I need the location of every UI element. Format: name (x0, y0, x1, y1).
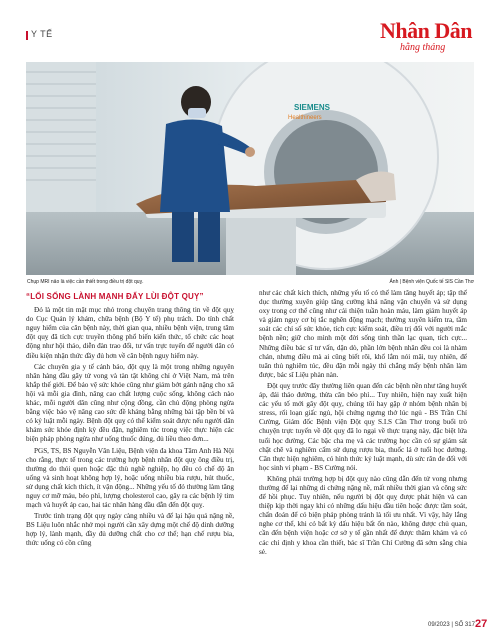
paragraph: Không phải trường hợp bị đột quỵ nào cũng dẫn đến tử vong nhưng thường để lại những di chứng nặng nề, mất nhiều thời gian và công sức để hồi phục. Tuy nhiên, nếu người bị đột quỵ được phát hiện và can thiệp kịp thời ngay khi có những dấu hiệu đầu tiên hoặc được tầm soát, chẩn đoán để có biện pháp phòng tránh là tối ưu nhất. Vì vậy, hãy lắng nghe cơ thể, khi có bất kỳ dấu hiệu bất ổn nào, không được chủ quan, cần đến bệnh viện hoặc cơ sở y tế gần nhất để được thăm khám và có các chỉ định y khoa cần thiết, bác sĩ Trần Chí Cường đã sớm sẵng chia sẻ. (259, 474, 467, 556)
paragraph: Đột quỵ trước đây thường liên quan đến các bệnh nền như tăng huyết áp, đái tháo đường, thừa cân béo phì... Tuy nhiên, hiện nay xuất hiện các yếu tố mới gây đột quỵ, chúng tôi hay gặp ở nhóm bệnh nhân bị stress, rối loạn giấc ngủ, hội chứng ngưng thở lúc ngủ - BS Trần Chí Cường, Giám đốc Bệnh viện Đột quỵ S.I.S Cần Thơ trong buổi trò chuyện trực tuyến về đột quỵ đã lo ngại về thực trạng này, đặc biệt lứa tuổi học đường. Các bậc cha mẹ và các trường học cần có sự giám sát chặt chẽ và nghiêm cấm sử dụng rượu bia, thuốc lá ở tuổi học đường. Căn thực hiện nghiêm, có hình thức kỷ luật mạnh, dù sức răn đe đối với học sinh vi phạm - BS Cường nói. (259, 381, 467, 472)
article-column-left (26, 289, 234, 551)
machine-brand-text: SIEMENS (294, 103, 331, 112)
article-subhead: “LỐI SỐNG LÀNH MẠNH ĐẨY LÙI ĐỘT QUỴ” (26, 292, 204, 301)
section-marker (26, 31, 28, 40)
article-column-right (259, 289, 467, 559)
photo-caption: Chụp MRI nảo là việc cần thiết trong điều trị đột quỵ. (27, 279, 144, 285)
page-header (0, 0, 500, 60)
paragraph: Đó là một tin mật mục nhỏ trong chuyên trang thông tin về đột quỵ do Cục Quản lý khám, chữa bệnh (Bộ Y tế) phụ trách. Do tính chất nguy hiểm của căn bệnh này, thời gian qua, nhiều bệnh viện, trung tâm đột quỵ đã tích cực truyền thông phổ biến kiến thức, tổ chức các hoạt động như hội thảo, diễn đàn trao đổi, tư vấn trực tuyến để người dân có điều kiện nhận thức đầy đủ hơn về căn bệnh nguy hiểm này. (26, 306, 234, 360)
paragraph: PGS, TS, BS Nguyễn Văn Liệu, Bệnh viện đa khoa Tâm Anh Hà Nội cho rằng, thực tế trong các trường hợp bệnh nhân đột quỵ ông điều trị, thường do thói quen hoặc đặc thù nghề nghiệp, họ đều có chế độ ăn uống và sinh hoạt không hợp lý, hoặc uống nhiều bia rượu, hút thuốc, sử dụng chất kích thích, ít vận động... Những yếu tố đó thường làm tăng nguy cơ mỡ máu, béo phì, lượng cholesterol cao, gây ra các bệnh lý tim mạch và huyết áp cao, hai tác nhân hàng đầu dẫn đến đột quỵ. (26, 446, 234, 510)
section-label: Y TẾ (31, 29, 53, 39)
paragraph: Các chuyên gia y tế cảnh báo, đột quỵ là một trong những nguyên nhân hàng đầu gây tử vong và tàn tật không chỉ ở Việt Nam, mà trên khắp thế giới. Để bảo vệ sức khỏe cũng như giảm bớt gánh nặng cho xã hội và mỗi gia đình, nâng cao chất lượng cuộc sống, không cách nào khác, mỗi người dân cũng như cộng đồng, cần chủ động phòng ngừa bằng việc bảo vệ nâng cao sức đề kháng bằng những bài tập bền bỉ và có kỷ luật mỗi ngày. Bệnh đột quỵ có thể kiểm soát được nếu người dân khám sức khỏe định kỳ đều đặn, nghiêm túc trong việc thực hiện các biện pháp phòng ngừa như uống thuốc đúng, đủ liều theo đơn... (26, 362, 234, 444)
machine-sub-text: Healthineers (288, 115, 322, 121)
photo-credit: Ảnh | Bệnh viện Quốc tế SIS Cần Thơ (389, 279, 474, 285)
paragraph: như các chất kích thích, những yếu tố có thể làm tăng huyết áp; tập thể dục thường xuyên giúp tăng cường khả năng vận chuyển và sử dụng oxy trong cơ thể cũng như cải thiện tuần hoàn máu, làm giảm huyết áp và giảm nguy cơ bị tắc nghẽn động mạch; thường xuyên kiểm tra, tầm soát các chỉ số sức khỏe, tích cực kiểm soát, điều trị đối với người mắc bệnh nền; giữ cho mình một đời sống tinh thần lạc quan, tích cực... Những điều bác sĩ tư vấn, dặn dò, phần lớn bệnh nhân đều coi là nhàm chán, nhưng điều mà ai cũng biết rõi, khổ lắm nói mãi, tuy nhiên, để tuân thủ nghiêm túc, đều đặn mỗi ngày thì chẳng mấy bệnh nhân làm được, bác sĩ Liệu phàn nàn. (259, 289, 467, 379)
publication-logo (380, 20, 470, 58)
paragraph: Trước tình trạng đột quỵ ngày càng nhiều và để lại hậu quả nặng nề, BS Liệu luôn nhắc nhở mọi người cần xây dựng một chế độ dinh dưỡng hợp lý, lành mạnh, đầy đủ dưỡng chất cho cơ thể; hạn chế rượu bia, thức uống có cồn cũng (26, 512, 234, 548)
logo-title: Nhân Dân (380, 18, 472, 43)
article-photo (26, 62, 474, 275)
issue-date: 09/2023 | SỐ 317 (428, 622, 475, 628)
logo-subtitle: hằng tháng (400, 42, 446, 53)
page-number: 27 (475, 618, 488, 630)
